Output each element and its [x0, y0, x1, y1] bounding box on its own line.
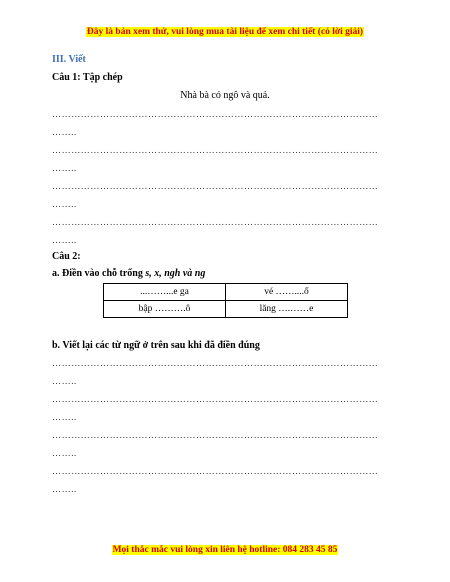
- writing-line-tail: ……..: [52, 448, 77, 458]
- table-row: [104, 284, 348, 301]
- copy-sentence: Nhà bà có ngô và quả.: [180, 90, 270, 101]
- table-row: [104, 301, 348, 318]
- writing-line: …………………………………………………………………………………………: [52, 181, 379, 191]
- writing-line: …………………………………………………………………………………………: [52, 358, 379, 368]
- question-2-title: Câu 2:: [52, 251, 81, 262]
- writing-line: …………………………………………………………………………………………: [52, 145, 379, 155]
- writing-line: …………………………………………………………………………………………: [52, 109, 379, 119]
- writing-line-tail: ……..: [52, 163, 77, 173]
- writing-line: …………………………………………………………………………………………: [52, 217, 379, 227]
- writing-line-tail: ……..: [52, 376, 77, 386]
- writing-line: …………………………………………………………………………………………: [52, 466, 379, 476]
- question-1-title: Câu 1: Tập chép: [52, 72, 123, 83]
- writing-line-tail: ……..: [52, 199, 77, 209]
- question-2a-instruction: [52, 268, 205, 279]
- section-title: III. Viết: [52, 54, 86, 65]
- writing-line: …………………………………………………………………………………………: [52, 394, 379, 404]
- table-cell: ...……...e ga: [104, 284, 226, 301]
- writing-line-tail: ……..: [52, 127, 77, 137]
- table-cell: vé ……....ố: [226, 284, 348, 301]
- question-2a-letters: s, x, ngh và ng: [145, 268, 206, 279]
- table-cell: lăng ….……e: [226, 301, 348, 318]
- hotline-text: Mọi thắc mắc vui lòng xin liên hệ hotline: 084 283 45 85: [112, 545, 338, 555]
- question-2b-instruction: b. Viết lại các từ ngữ ở trên sau khi đã điền đúng: [52, 340, 260, 351]
- preview-notice-banner: [0, 27, 450, 37]
- writing-line-tail: ……..: [52, 484, 77, 494]
- table-cell: bập ……….ô: [104, 301, 226, 318]
- writing-line-tail: ……..: [52, 412, 77, 422]
- writing-line-tail: ……..: [52, 235, 77, 245]
- writing-line: …………………………………………………………………………………………: [52, 430, 379, 440]
- question-2a-prefix: a. Điền vào chỗ trống: [52, 268, 146, 279]
- hotline-banner: [0, 545, 450, 555]
- fill-in-table: [103, 283, 348, 318]
- preview-notice-text: Đây là bản xem thử, vui lòng mua tài liệu để xem chi tiết (có lời giải): [86, 27, 364, 37]
